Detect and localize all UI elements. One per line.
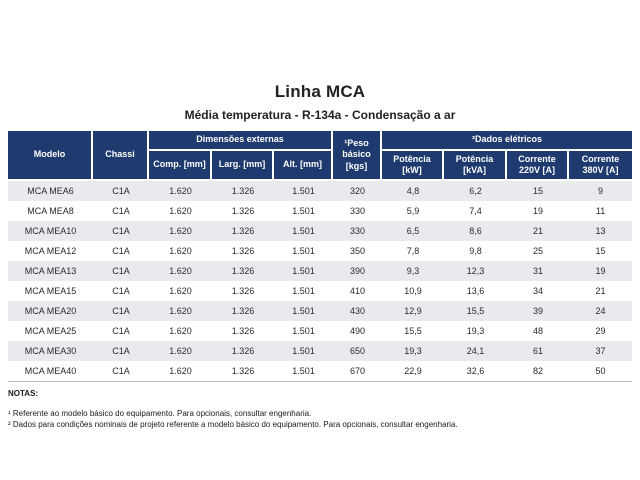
header-group-row (8, 131, 632, 151)
col-group-dados-eletricos: ²Dados elétricos (382, 131, 632, 151)
value-cell: 1.620 (149, 201, 212, 221)
value-cell: 19 (569, 261, 632, 281)
value-cell: 32,6 (444, 361, 507, 382)
model-cell: MCA MEA40 (8, 361, 93, 382)
value-cell: 1.501 (274, 241, 333, 261)
value-cell: C1A (93, 221, 149, 241)
value-cell: 29 (569, 321, 632, 341)
value-cell: 1.501 (274, 321, 333, 341)
col-header-potencia-kw: Potência [kW] (382, 151, 444, 181)
model-cell: MCA MEA30 (8, 341, 93, 361)
value-cell: 4,8 (382, 181, 444, 201)
value-cell: 1.326 (212, 341, 274, 361)
table-body (8, 181, 632, 382)
value-cell: 1.326 (212, 301, 274, 321)
value-cell: 1.326 (212, 261, 274, 281)
value-cell: 490 (333, 321, 382, 341)
value-cell: 1.501 (274, 341, 333, 361)
value-cell: 1.326 (212, 181, 274, 201)
value-cell: 1.501 (274, 201, 333, 221)
value-cell: 82 (507, 361, 569, 382)
value-cell: 31 (507, 261, 569, 281)
value-cell: C1A (93, 181, 149, 201)
model-cell: MCA MEA10 (8, 221, 93, 241)
note-1: ¹ Referente ao modelo básico do equipamento. Para opcionais, consultar engenharia. (8, 409, 312, 418)
value-cell: 12,9 (382, 301, 444, 321)
value-cell: 19,3 (382, 341, 444, 361)
value-cell: 1.620 (149, 361, 212, 382)
value-cell: 1.326 (212, 361, 274, 382)
value-cell: 350 (333, 241, 382, 261)
value-cell: 650 (333, 341, 382, 361)
model-cell: MCA MEA8 (8, 201, 93, 221)
col-group-dimensoes-externas: Dimensões externas (149, 131, 333, 151)
value-cell: C1A (93, 241, 149, 261)
value-cell: 1.620 (149, 341, 212, 361)
value-cell: 1.501 (274, 361, 333, 382)
table-row (8, 241, 632, 261)
value-cell: 11 (569, 201, 632, 221)
value-cell: 39 (507, 301, 569, 321)
table-row (8, 361, 632, 382)
value-cell: 1.326 (212, 281, 274, 301)
value-cell: 320 (333, 181, 382, 201)
model-cell: MCA MEA20 (8, 301, 93, 321)
model-cell: MCA MEA15 (8, 281, 93, 301)
value-cell: 7,8 (382, 241, 444, 261)
value-cell: 15,5 (444, 301, 507, 321)
table-row (8, 221, 632, 241)
value-cell: 37 (569, 341, 632, 361)
table-header (8, 131, 632, 181)
value-cell: 22,9 (382, 361, 444, 382)
value-cell: 410 (333, 281, 382, 301)
value-cell: 1.620 (149, 321, 212, 341)
value-cell: 15,5 (382, 321, 444, 341)
value-cell: 34 (507, 281, 569, 301)
table-row (8, 321, 632, 341)
value-cell: C1A (93, 201, 149, 221)
value-cell: 330 (333, 201, 382, 221)
value-cell: 9,3 (382, 261, 444, 281)
value-cell: 7,4 (444, 201, 507, 221)
col-header-larg-mm: Larg. [mm] (212, 151, 274, 181)
col-header-corrente-380v: Corrente 380V [A] (569, 151, 632, 181)
value-cell: 430 (333, 301, 382, 321)
value-cell: 24 (569, 301, 632, 321)
value-cell: 1.620 (149, 301, 212, 321)
col-header-alt-mm: Alt. [mm] (274, 151, 333, 181)
value-cell: C1A (93, 321, 149, 341)
table-row (8, 281, 632, 301)
spec-table (8, 131, 632, 382)
value-cell: 13,6 (444, 281, 507, 301)
value-cell: 1.620 (149, 181, 212, 201)
value-cell: 1.326 (212, 221, 274, 241)
value-cell: C1A (93, 341, 149, 361)
value-cell: 9 (569, 181, 632, 201)
value-cell: 1.620 (149, 261, 212, 281)
page-title: Linha MCA (274, 82, 366, 101)
value-cell: 61 (507, 341, 569, 361)
value-cell: 25 (507, 241, 569, 261)
value-cell: 1.501 (274, 221, 333, 241)
table-row (8, 301, 632, 321)
value-cell: 1.620 (149, 241, 212, 261)
value-cell: 8,6 (444, 221, 507, 241)
value-cell: 10,9 (382, 281, 444, 301)
value-cell: C1A (93, 361, 149, 382)
table-row (8, 201, 632, 221)
value-cell: 9,8 (444, 241, 507, 261)
table-row (8, 181, 632, 201)
model-cell: MCA MEA12 (8, 241, 93, 261)
value-cell: 1.501 (274, 301, 333, 321)
col-header-corrente-220v: Corrente 220V [A] (507, 151, 569, 181)
value-cell: C1A (93, 301, 149, 321)
value-cell: 21 (507, 221, 569, 241)
value-cell: 1.501 (274, 281, 333, 301)
value-cell: 1.501 (274, 181, 333, 201)
value-cell: 19 (507, 201, 569, 221)
model-cell: MCA MEA13 (8, 261, 93, 281)
value-cell: 12,3 (444, 261, 507, 281)
col-header-peso-basico: ¹Peso básico [kgs] (333, 131, 382, 181)
value-cell: 6,5 (382, 221, 444, 241)
value-cell: 1.326 (212, 241, 274, 261)
value-cell: 15 (569, 241, 632, 261)
value-cell: 330 (333, 221, 382, 241)
value-cell: 15 (507, 181, 569, 201)
col-header-potencia-kva: Potência [kVA] (444, 151, 507, 181)
value-cell: 5,9 (382, 201, 444, 221)
value-cell: 6,2 (444, 181, 507, 201)
value-cell: C1A (93, 261, 149, 281)
table-row (8, 341, 632, 361)
value-cell: C1A (93, 281, 149, 301)
model-cell: MCA MEA6 (8, 181, 93, 201)
table-row (8, 261, 632, 281)
value-cell: 19,3 (444, 321, 507, 341)
model-cell: MCA MEA25 (8, 321, 93, 341)
notes-label: NOTAS: (8, 389, 39, 398)
value-cell: 1.620 (149, 281, 212, 301)
value-cell: 390 (333, 261, 382, 281)
value-cell: 50 (569, 361, 632, 382)
value-cell: 1.326 (212, 321, 274, 341)
note-2: ² Dados para condições nominais de projeto referente a modelo básico do equipamento. Para opcionais, consultar engenharia. (8, 420, 458, 429)
notes-section (8, 389, 640, 430)
value-cell: 48 (507, 321, 569, 341)
value-cell: 21 (569, 281, 632, 301)
col-header-modelo: Modelo (8, 131, 93, 181)
value-cell: 670 (333, 361, 382, 382)
col-header-chassi: Chassi (93, 131, 149, 181)
value-cell: 1.501 (274, 261, 333, 281)
value-cell: 1.620 (149, 221, 212, 241)
value-cell: 1.326 (212, 201, 274, 221)
value-cell: 24,1 (444, 341, 507, 361)
value-cell: 13 (569, 221, 632, 241)
page-subtitle: Média temperatura - R-134a - Condensação a ar (184, 108, 456, 122)
col-header-comp-mm: Comp. [mm] (149, 151, 212, 181)
